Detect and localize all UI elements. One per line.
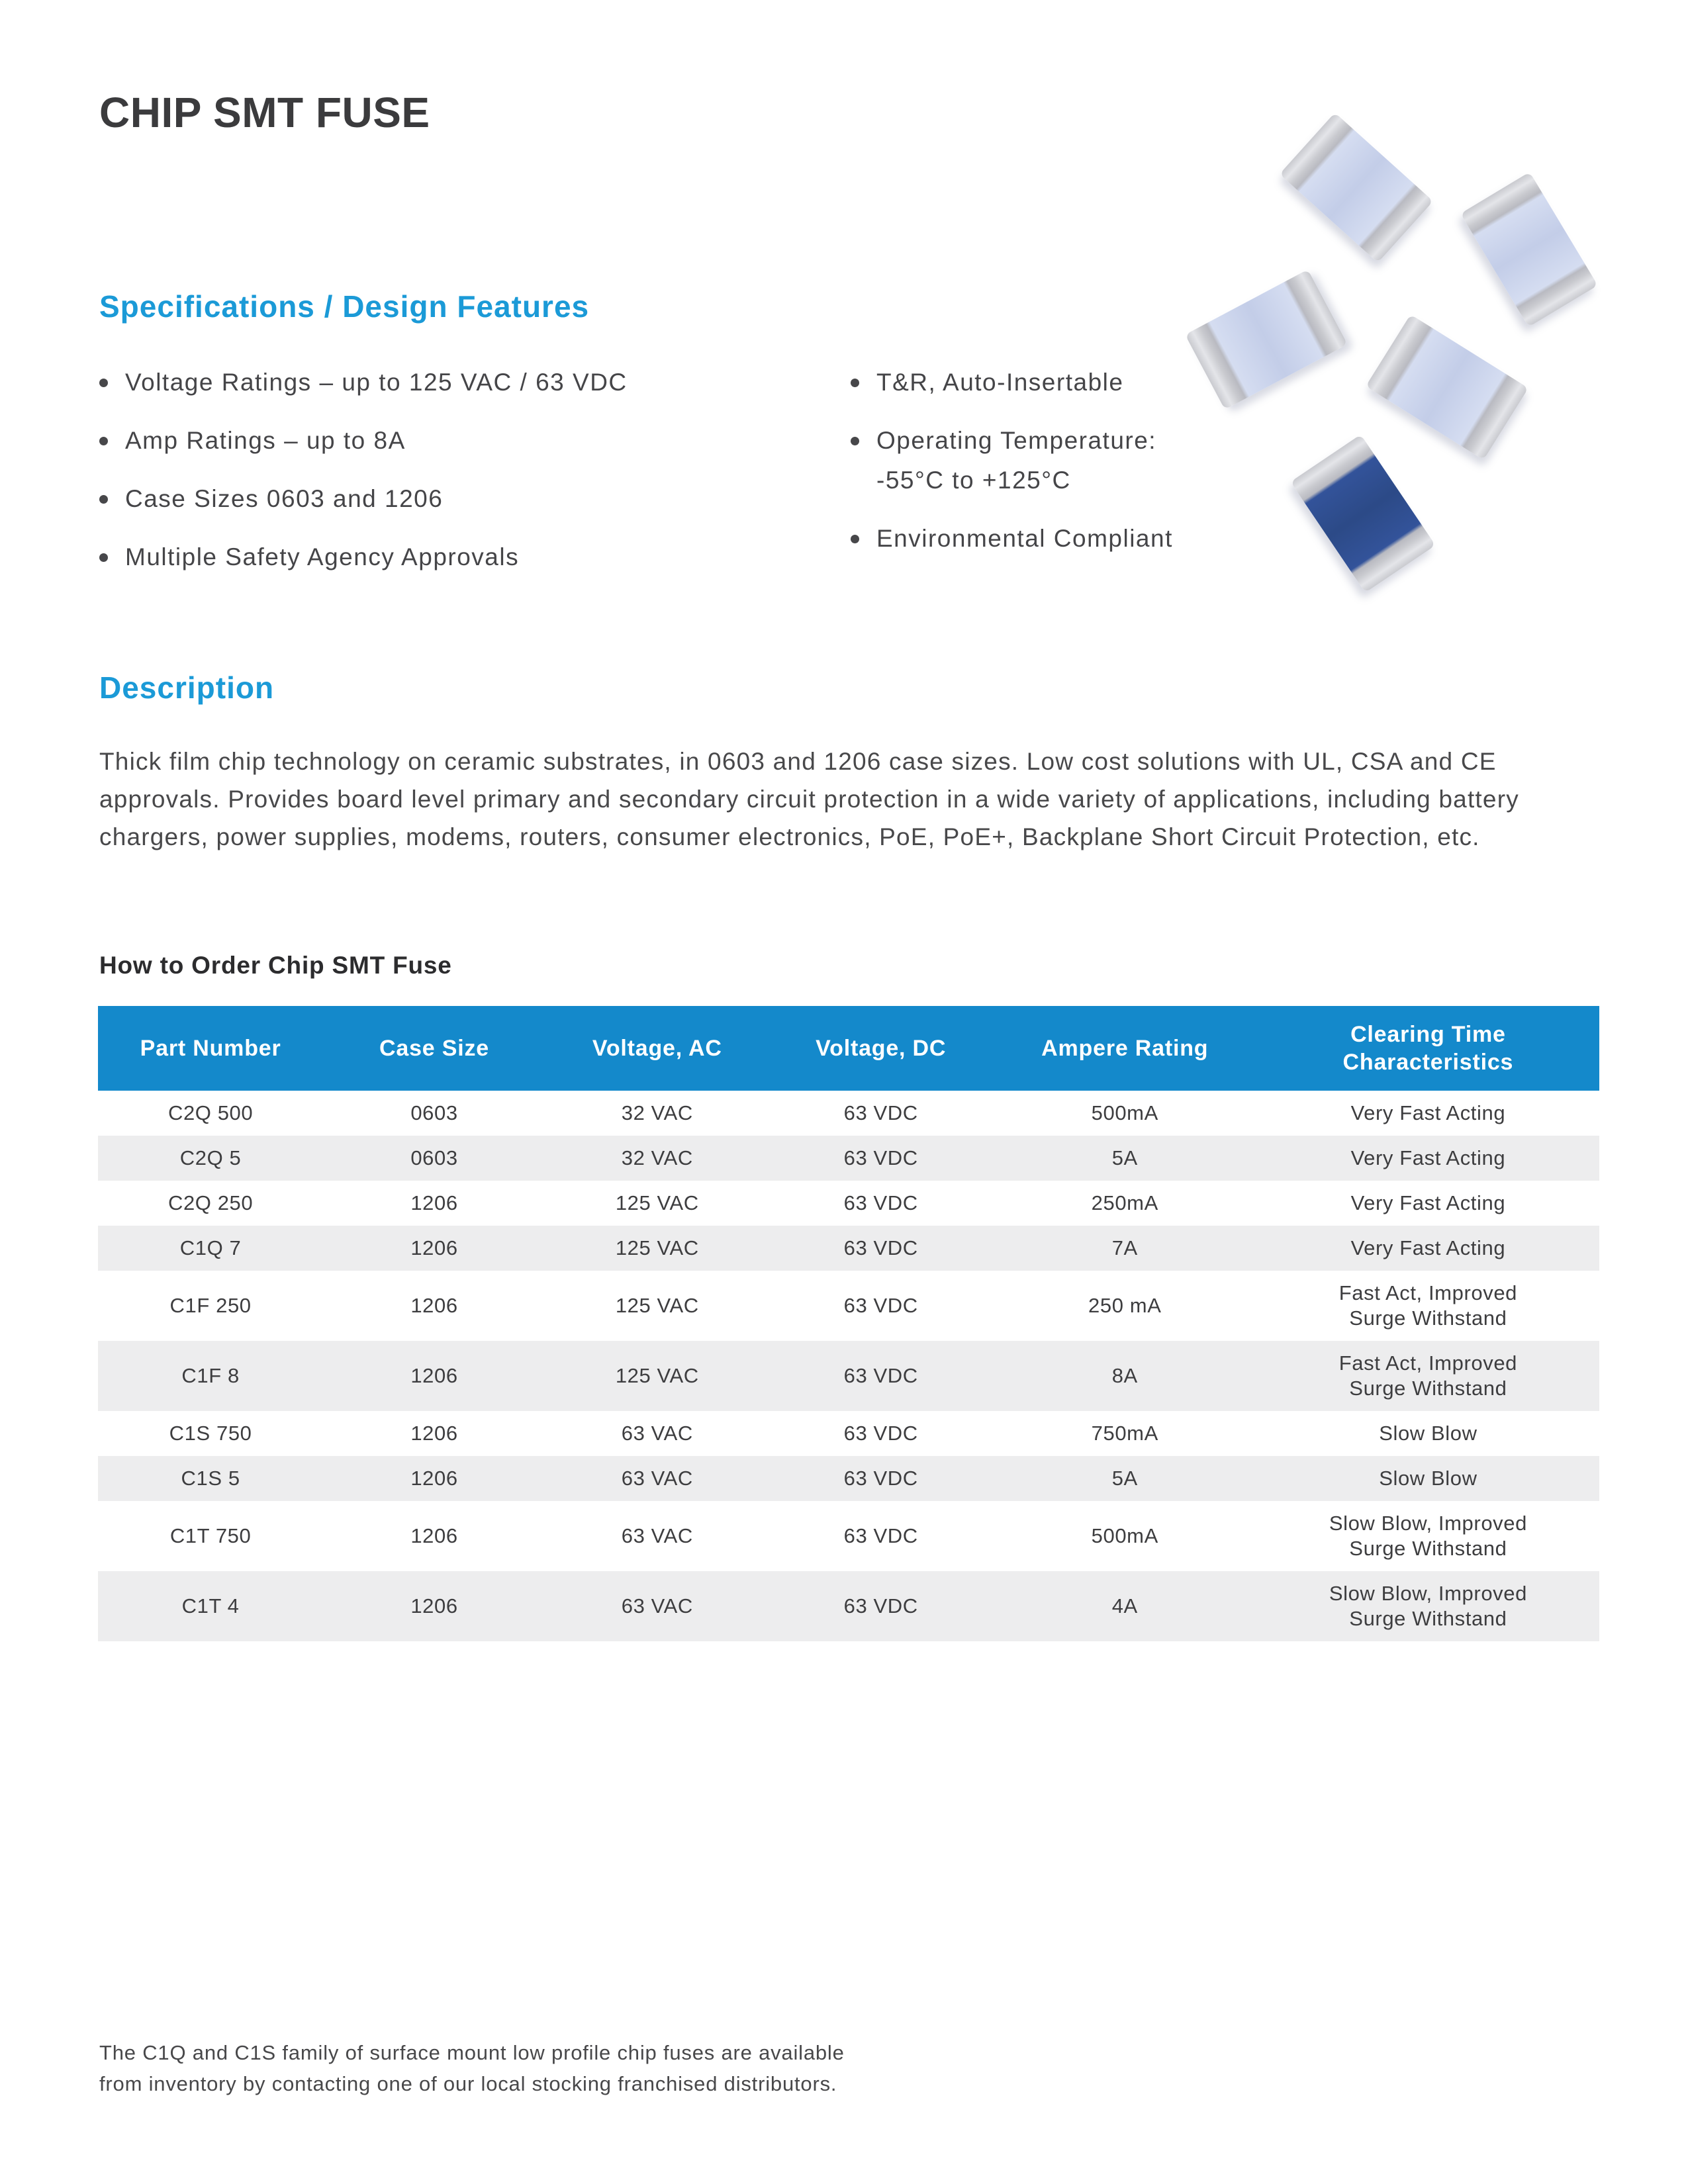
table-cell-case_size [323,1091,545,1136]
table-cell-case_size [323,1181,545,1226]
bullet-icon [99,379,108,387]
table-cell-line: C1T 4 [181,1594,240,1617]
table-cell-line: 63 VDC [843,1294,918,1317]
table-cell-voltage_dc [769,1226,993,1271]
table-cell-line: Surge Withstand [1349,1306,1507,1330]
table-cell-line: Fast Act, Improved [1338,1281,1517,1304]
bullet-text [125,370,628,395]
table-cell-line: 63 VDC [843,1191,918,1214]
table-cell-voltage_ac [545,1584,769,1629]
table-cell-line: Very Fast Acting [1350,1146,1506,1169]
table-cell-line: C1S 5 [181,1467,240,1490]
table-cell-line: 500mA [1091,1524,1158,1547]
bullet-item [99,370,841,395]
table-cell-line: C2Q 5 [179,1146,242,1169]
table-cell-clearing_time [1257,1091,1599,1136]
table-cell-line: C2Q 250 [167,1191,254,1214]
table-cell-line: Slow Blow, Improved [1329,1582,1527,1605]
table-cell-voltage_dc [769,1353,993,1398]
bullet-line: Environmental Compliant [876,525,1173,552]
table-cell-line: Slow Blow [1379,1467,1477,1490]
bullet-icon [99,553,108,562]
table-cell-line: 5A [1111,1467,1138,1490]
table-cell-line: 63 VDC [843,1236,918,1259]
bullet-item [851,526,1592,551]
bullet-item [99,486,841,512]
table-cell-line: 63 VDC [843,1101,918,1124]
description-line: chargers, power supplies, modems, routers, consumer electronics, PoE, PoE+, Backplane Short Circuit Protection, etc. [99,823,1480,850]
bullet-text [876,526,1173,551]
column-header-line: Ampere Rating [1041,1036,1209,1061]
bullet-line: Operating Temperature: [876,427,1157,454]
table-cell-line: 750mA [1091,1422,1158,1445]
order-table [98,1006,1599,1641]
table-cell-line: 63 VAC [621,1467,693,1490]
table-cell-line: 1206 [410,1191,458,1214]
table-cell-voltage_ac [545,1411,769,1456]
bullet-item [851,428,1592,493]
table-cell-clearing_time [1257,1181,1599,1226]
bullet-text [125,545,519,570]
table-cell-part_number [98,1283,323,1328]
table-cell-line: 63 VDC [843,1524,918,1547]
table-cell-case_size [323,1136,545,1181]
table-cell-line: C1F 8 [181,1364,240,1387]
table-cell-voltage_dc [769,1091,993,1136]
table-cell-line: 5A [1111,1146,1138,1169]
table-cell-part_number [98,1091,323,1136]
table-cell-clearing_time [1257,1411,1599,1456]
table-cell-voltage_dc [769,1411,993,1456]
table-cell-line: 7A [1111,1236,1138,1259]
bullet-item [851,370,1592,395]
table-cell-line: 63 VAC [621,1422,693,1445]
table-cell-ampere_rating [993,1181,1257,1226]
spec-bullet-column-left [99,370,841,603]
table-cell-line: Surge Withstand [1349,1377,1507,1400]
table-cell-part_number [98,1456,323,1501]
bullet-icon [851,437,859,445]
table-cell-clearing_time [1257,1136,1599,1181]
column-header-line: Characteristics [1342,1050,1514,1075]
table-cell-ampere_rating [993,1456,1257,1501]
order-table-heading: How to Order Chip SMT Fuse [99,952,452,979]
bullet-text [876,370,1123,395]
page-title: CHIP SMT FUSE [99,89,430,136]
table-cell-voltage_dc [769,1136,993,1181]
spec-bullet-column-right [851,370,1592,584]
table-cell-line: C1T 750 [169,1524,252,1547]
table-cell-clearing_time [1257,1456,1599,1501]
table-cell-line: C1F 250 [169,1294,252,1317]
table-cell-ampere_rating [993,1136,1257,1181]
table-cell-line: 250mA [1091,1191,1158,1214]
bullet-icon [851,535,859,543]
bullet-line: Voltage Ratings – up to 125 VAC / 63 VDC [125,369,628,396]
table-cell-line: 4A [1111,1594,1138,1617]
column-header-case_size [323,1034,545,1062]
table-cell-voltage_dc [769,1181,993,1226]
table-cell-clearing_time [1257,1271,1599,1341]
table-cell-line: Very Fast Acting [1350,1191,1506,1214]
table-cell-line: 63 VDC [843,1364,918,1387]
table-cell-line: 125 VAC [615,1294,699,1317]
table-cell-line: 1206 [410,1467,458,1490]
table-cell-case_size [323,1584,545,1629]
table-row [98,1181,1599,1226]
table-cell-line: Slow Blow [1379,1422,1477,1445]
footer-line: from inventory by contacting one of our local stocking franchised distributors. [99,2072,837,2095]
table-cell-line: Fast Act, Improved [1338,1351,1517,1375]
table-cell-ampere_rating [993,1226,1257,1271]
table-cell-line: Surge Withstand [1349,1537,1507,1560]
table-cell-part_number [98,1584,323,1629]
chip-fuse-image [1280,113,1433,263]
table-cell-line: 500mA [1091,1101,1158,1124]
column-header-line: Clearing Time [1350,1022,1506,1047]
table-row [98,1411,1599,1456]
bullet-text [125,428,406,453]
bullet-item [99,428,841,453]
table-cell-line: C2Q 500 [167,1101,254,1124]
table-cell-ampere_rating [993,1584,1257,1629]
table-cell-ampere_rating [993,1283,1257,1328]
table-cell-line: 250 mA [1088,1294,1162,1317]
description-paragraph [99,743,1622,856]
column-header-voltage_ac [545,1034,769,1062]
bullet-line: Case Sizes 0603 and 1206 [125,485,444,512]
table-cell-voltage_ac [545,1456,769,1501]
table-cell-line: C1Q 7 [179,1236,242,1259]
table-cell-voltage_dc [769,1283,993,1328]
table-cell-line: 63 VAC [621,1524,693,1547]
table-row [98,1271,1599,1341]
column-header-line: Case Size [379,1036,489,1061]
table-cell-line: 8A [1111,1364,1138,1387]
table-cell-voltage_ac [545,1226,769,1271]
description-heading: Description [99,670,275,705]
column-header-part_number [98,1034,323,1062]
table-cell-voltage_ac [545,1091,769,1136]
table-cell-line: 1206 [410,1594,458,1617]
table-cell-clearing_time [1257,1226,1599,1271]
footer-line: The C1Q and C1S family of surface mount low profile chip fuses are available [99,2041,845,2064]
table-cell-case_size [323,1411,545,1456]
table-cell-line: Slow Blow, Improved [1329,1512,1527,1535]
table-cell-line: 1206 [410,1236,458,1259]
bullet-icon [99,437,108,445]
table-cell-clearing_time [1257,1341,1599,1411]
table-cell-voltage_ac [545,1283,769,1328]
bullet-line: -55°C to +125°C [876,467,1071,494]
table-cell-line: 0603 [410,1101,458,1124]
column-header-voltage_dc [769,1034,993,1062]
table-cell-line: Very Fast Acting [1350,1236,1506,1259]
table-row [98,1226,1599,1271]
table-row [98,1091,1599,1136]
table-cell-line: 1206 [410,1422,458,1445]
table-cell-line: 1206 [410,1524,458,1547]
bullet-item [99,545,841,570]
table-cell-line: 63 VDC [843,1594,918,1617]
table-cell-part_number [98,1226,323,1271]
table-cell-ampere_rating [993,1353,1257,1398]
table-cell-line: 32 VAC [621,1101,693,1124]
table-cell-voltage_dc [769,1456,993,1501]
bullet-line: Amp Ratings – up to 8A [125,427,406,454]
table-cell-case_size [323,1283,545,1328]
bullet-line: T&R, Auto-Insertable [876,369,1124,396]
table-row [98,1341,1599,1411]
table-cell-line: 63 VDC [843,1422,918,1445]
table-cell-part_number [98,1136,323,1181]
table-cell-line: 125 VAC [615,1236,699,1259]
table-cell-line: 1206 [410,1294,458,1317]
table-row [98,1571,1599,1641]
bullet-text [876,428,1156,493]
bullet-icon [851,379,859,387]
table-cell-voltage_ac [545,1181,769,1226]
table-cell-line: 1206 [410,1364,458,1387]
table-cell-line: C1S 750 [169,1422,252,1445]
table-cell-ampere_rating [993,1411,1257,1456]
chip-fuse-image [1460,172,1598,327]
table-cell-part_number [98,1181,323,1226]
table-row [98,1456,1599,1501]
table-cell-case_size [323,1456,545,1501]
table-cell-clearing_time [1257,1571,1599,1641]
table-cell-line: 32 VAC [621,1146,693,1169]
table-cell-line: 63 VAC [621,1594,693,1617]
table-cell-voltage_ac [545,1514,769,1559]
bullet-line: Multiple Safety Agency Approvals [125,543,520,570]
table-cell-case_size [323,1353,545,1398]
column-header-ampere_rating [993,1034,1257,1062]
table-cell-line: 125 VAC [615,1191,699,1214]
table-row [98,1501,1599,1571]
table-cell-ampere_rating [993,1514,1257,1559]
table-cell-case_size [323,1226,545,1271]
table-cell-case_size [323,1514,545,1559]
specifications-heading: Specifications / Design Features [99,289,590,324]
table-cell-part_number [98,1411,323,1456]
table-cell-part_number [98,1514,323,1559]
column-header-clearing_time [1257,1021,1599,1076]
bullet-icon [99,495,108,504]
table-cell-line: 63 VDC [843,1146,918,1169]
footer-note [99,2037,845,2099]
column-header-line: Voltage, AC [592,1036,722,1061]
table-cell-voltage_dc [769,1514,993,1559]
table-cell-voltage_ac [545,1136,769,1181]
table-cell-clearing_time [1257,1501,1599,1571]
table-cell-line: Very Fast Acting [1350,1101,1506,1124]
table-cell-voltage_ac [545,1353,769,1398]
table-row [98,1136,1599,1181]
bullet-text [125,486,443,512]
column-header-line: Voltage, DC [816,1036,947,1061]
order-table-header-row [98,1006,1599,1091]
table-cell-voltage_dc [769,1584,993,1629]
column-header-line: Part Number [140,1036,281,1061]
description-line: approvals. Provides board level primary and secondary circuit protection in a wide variety of applications, including battery [99,786,1519,813]
table-cell-line: 0603 [410,1146,458,1169]
table-cell-line: Surge Withstand [1349,1607,1507,1630]
table-cell-ampere_rating [993,1091,1257,1136]
table-cell-part_number [98,1353,323,1398]
table-cell-line: 63 VDC [843,1467,918,1490]
table-cell-line: 125 VAC [615,1364,699,1387]
description-line: Thick film chip technology on ceramic substrates, in 0603 and 1206 case sizes. Low cost solutions with UL, CSA and CE [99,748,1497,775]
